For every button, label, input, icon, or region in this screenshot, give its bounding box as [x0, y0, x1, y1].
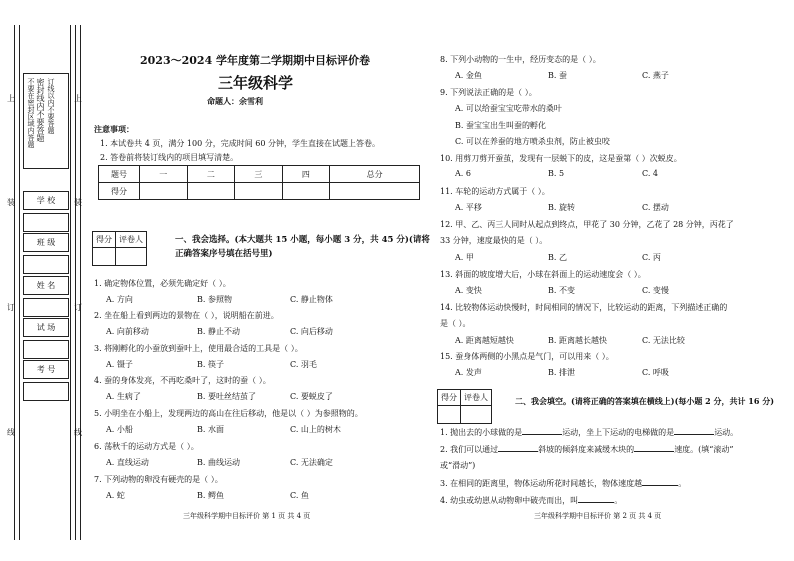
note-item: 1. 本试卷共 4 页，满分 100 分，完成时间 60 分钟，学生直接在试题上答卷。 [100, 139, 380, 148]
option[interactable]: B. 蚕宝宝出生叫蚕的孵化 [455, 121, 546, 130]
option[interactable]: B. 旋转 [548, 203, 575, 212]
fill-text: 4. 幼虫或幼崽从动物卵中破壳而出，叫 [440, 496, 579, 505]
grader-box-1 [92, 231, 147, 266]
section1-title-cont: 正确答案序号填在括号里) [175, 249, 273, 259]
fill-item-cont: 或“滑动”) [440, 461, 476, 470]
section2-title: 二、我会填空。(请将正确的答案填在横线上)(每小题 2 分，共计 16 分) [515, 396, 774, 406]
field-school-label: 学 校 [23, 191, 69, 210]
bind-mark: 订 [74, 303, 82, 312]
option[interactable]: C. 无法比较 [642, 336, 685, 345]
fill-blank[interactable] [634, 443, 674, 452]
score-cell: 一 [140, 166, 188, 183]
option[interactable]: A. 镊子 [106, 360, 133, 369]
option[interactable]: B. 5 [548, 169, 565, 178]
option[interactable]: C. 丙 [642, 253, 661, 262]
grader-score-label: 得分 [438, 390, 461, 406]
option[interactable]: C. 可以在养蚕的地方喷杀虫剂，防止被虫咬 [455, 137, 610, 146]
option[interactable]: C. 变慢 [642, 286, 669, 295]
grader-box-2 [437, 389, 492, 424]
score-input-cell[interactable] [235, 183, 283, 200]
question-text: 8. 下列小动物的一生中，经历变态的是（ ）。 [440, 55, 601, 64]
fill-blank[interactable] [642, 477, 678, 486]
option[interactable]: C. 摆动 [642, 203, 669, 212]
field-id-label: 考 号 [23, 360, 69, 379]
option[interactable]: B. 要吐丝结茧了 [197, 392, 256, 401]
grader-score-label: 得分 [93, 232, 116, 248]
question-text: 14. 比较物体运动快慢时，时间相同的情况下，比较运动的距离，下列描述正确的 [440, 303, 728, 312]
score-cell: 得分 [99, 183, 140, 200]
fill-text: 。 [678, 479, 687, 488]
footer-right: 三年级科学期中目标评价 第 2 页 共 4 页 [534, 512, 662, 520]
fill-blank[interactable] [578, 494, 614, 503]
option[interactable]: A. 向前移动 [106, 327, 149, 336]
field-class-label: 班 级 [23, 233, 69, 252]
grader-score-input[interactable] [93, 248, 116, 266]
field-class-input[interactable] [23, 255, 69, 274]
option[interactable]: B. 筷子 [197, 360, 224, 369]
option[interactable]: C. 向后移动 [290, 327, 333, 336]
score-table-score-row [99, 183, 420, 200]
up-mark-right: 上 [74, 94, 82, 103]
grader-score-input[interactable] [438, 406, 461, 424]
exam-title: 2023～2024 学年度第二学期期中目标评价卷 [140, 54, 371, 67]
bind-mark: 装 [74, 198, 82, 207]
option[interactable]: B. 距离越长越快 [548, 336, 607, 345]
fill-item [440, 477, 686, 489]
option[interactable]: C. 静止物体 [290, 295, 333, 304]
subject-title: 三年级科学 [218, 74, 294, 92]
option[interactable]: A. 平移 [455, 203, 482, 212]
fill-text: 。 [614, 496, 623, 505]
option[interactable]: C. 要蜕皮了 [290, 392, 333, 401]
option[interactable]: B. 鳄鱼 [197, 491, 224, 500]
field-name-label: 姓 名 [23, 276, 69, 295]
option[interactable]: B. 静止不动 [197, 327, 240, 336]
question-text: 13. 斜面的坡度增大后，小球在斜面上的运动速度会（ ）。 [440, 270, 646, 279]
seal-notice-line1: 不要在密封区域内答题 [27, 78, 35, 148]
note-item: 2. 答卷前将装订线内的项目填写清楚。 [100, 153, 239, 162]
option[interactable]: A. 小船 [106, 425, 133, 434]
option[interactable]: A. 方向 [106, 295, 133, 304]
score-input-cell[interactable] [282, 183, 330, 200]
option[interactable]: B. 水面 [197, 425, 224, 434]
score-cell: 题号 [99, 166, 140, 183]
score-cell: 四 [282, 166, 330, 183]
option[interactable]: B. 蚕 [548, 71, 567, 80]
option[interactable]: C. 燕子 [642, 71, 669, 80]
option[interactable]: A. 生病了 [106, 392, 141, 401]
option[interactable]: B. 曲线运动 [197, 458, 240, 467]
fill-blank[interactable] [498, 443, 538, 452]
field-room-label: 试 场 [23, 318, 69, 337]
option[interactable]: A. 直线运动 [106, 458, 149, 467]
option[interactable]: C. 4 [642, 169, 659, 178]
grader-name-input[interactable] [116, 248, 147, 266]
binding-line [19, 25, 20, 540]
option[interactable]: C. 无法确定 [290, 458, 333, 467]
fill-text: 3. 在相同的距离里，物体运动所花时间越长，物体速度越 [440, 479, 643, 488]
option[interactable]: B. 乙 [548, 253, 567, 262]
fill-text: 1. 抛出去的小球做的是 [440, 428, 523, 437]
option[interactable]: B. 排泄 [548, 368, 575, 377]
footer-left: 三年级科学期中目标评价 第 1 页 共 4 页 [183, 512, 311, 520]
grader-label: 评卷人 [116, 232, 147, 248]
fill-item [440, 426, 738, 438]
fill-text: 运动，坐上下运动的电梯做的是 [562, 428, 675, 437]
option[interactable]: A. 可以给蚕宝宝吃带水的桑叶 [455, 104, 562, 113]
seal-notice-line2: 订线以内不要答题 [47, 78, 55, 134]
option[interactable]: B. 不变 [548, 286, 575, 295]
option[interactable]: A. 发声 [455, 368, 482, 377]
grader-name-input[interactable] [461, 406, 492, 424]
score-cell: 总分 [330, 166, 420, 183]
option[interactable]: A. 甲 [455, 253, 474, 262]
question-text: 2. 坐在船上看到两边的景物在（ ），说明船在前进。 [94, 311, 279, 320]
score-table-header-row [99, 166, 420, 183]
fill-text: 斜坡的倾斜度来减缓木块的 [538, 445, 635, 454]
question-text-cont: 是（ ）。 [440, 319, 471, 328]
up-mark: 上 [7, 94, 15, 103]
option[interactable]: C. 呼吸 [642, 368, 669, 377]
question-text: 3. 将刚孵化的小蚕放到蚕叶上，使用最合适的工具是（ ）。 [94, 344, 303, 353]
notes-heading: 注意事项： [94, 124, 134, 134]
question-text: 10. 用剪刀剪开蚕茧，发现有一层蜕下的皮，这是蚕第（ ）次蜕皮。 [440, 154, 682, 163]
section1-title: 一、我会选择。(本大题共 15 小题，每小题 3 分，共 45 分)(请将 [175, 235, 430, 245]
question-text: 5. 小明坐在小船上，发现两边的高山在往后移动，他是以（ ）为参照物的。 [94, 409, 363, 418]
fill-item [440, 494, 622, 506]
fill-text: 2. 我们可以通过 [440, 445, 499, 454]
score-input-cell[interactable] [187, 183, 235, 200]
question-text: 9. 下列说法正确的是（ ）。 [440, 88, 537, 97]
field-school-input[interactable] [23, 213, 69, 232]
field-id-input[interactable] [23, 382, 69, 401]
grader-label: 评卷人 [461, 390, 492, 406]
option[interactable]: A. 变快 [455, 286, 482, 295]
option[interactable]: C. 山上的树木 [290, 425, 341, 434]
field-room-input[interactable] [23, 340, 69, 359]
fill-blank[interactable] [674, 426, 714, 435]
question-text: 11. 车轮的运动方式属于（ ）。 [440, 187, 550, 196]
author: 命题人：余雪利 [207, 96, 263, 106]
fill-blank[interactable] [522, 426, 562, 435]
bind-mark: 线 [74, 428, 82, 437]
question-text: 4. 蚕的身体发亮，不再吃桑叶了，这时的蚕（ ）。 [94, 376, 271, 385]
bind-mark: 装 [7, 198, 15, 207]
score-input-cell[interactable] [140, 183, 188, 200]
question-text: 6. 荡秋千的运动方式是（ ）。 [94, 442, 199, 451]
option[interactable]: A. 6 [455, 169, 471, 178]
seal-notice-label: 密封线内不要答题 [36, 78, 45, 142]
option[interactable]: A. 蛇 [106, 491, 125, 500]
score-input-cell[interactable] [330, 183, 420, 200]
question-text: 7. 下列动物的卵没有硬壳的是（ ）。 [94, 475, 223, 484]
fill-text: 速度。(填“滚动” [674, 445, 734, 454]
binding-line [70, 25, 71, 540]
bind-mark: 订 [7, 303, 15, 312]
fill-item [440, 443, 734, 455]
option[interactable]: A. 距离越短越快 [455, 336, 514, 345]
seal-notice-box [23, 73, 69, 169]
field-name-input[interactable] [23, 298, 69, 317]
bind-mark: 线 [7, 428, 15, 437]
question-text: 12. 甲、乙、丙三人同时从起点到终点，甲花了 30 分钟，乙花了 28 分钟，丙花了 [440, 220, 734, 229]
question-text-cont: 33 分钟，速度最快的是（ ）。 [440, 236, 548, 245]
score-table [98, 165, 420, 200]
score-cell: 三 [235, 166, 283, 183]
fill-text: 运动。 [714, 428, 739, 437]
option[interactable]: B. 参照物 [197, 295, 232, 304]
option[interactable]: A. 金鱼 [455, 71, 482, 80]
score-cell: 二 [187, 166, 235, 183]
question-text: 15. 蚕身体两侧的小黑点是气门，可以用来（ ）。 [440, 352, 614, 361]
option[interactable]: C. 羽毛 [290, 360, 317, 369]
question-text: 1. 确定物体位置，必须先确定好（ ）。 [94, 279, 231, 288]
option[interactable]: C. 鱼 [290, 491, 309, 500]
